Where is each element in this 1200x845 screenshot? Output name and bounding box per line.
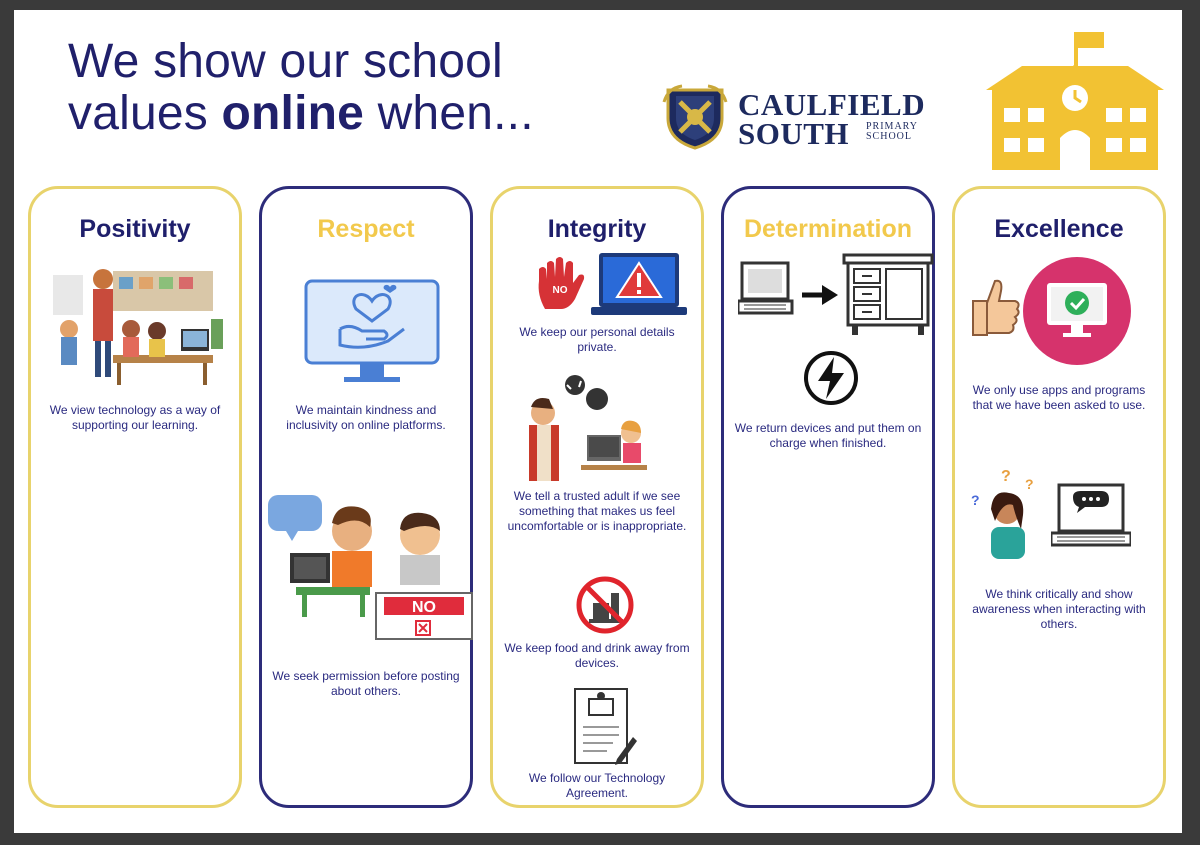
trusted-adult-illustration-icon <box>523 375 653 483</box>
card-heading: Excellence <box>994 215 1124 243</box>
value-statement: We maintain kindness and inclusivity on online platforms. <box>286 403 446 432</box>
value-card-determination <box>721 186 935 808</box>
value-statement: We keep our personal details private. <box>519 325 675 354</box>
children-permission-illustration-icon <box>266 493 474 643</box>
value-statement: We return devices and put them on charge when finished. <box>734 421 922 450</box>
svg-text:?: ? <box>971 492 980 508</box>
value-statement: We view technology as a way of supporting our learning. <box>49 403 221 432</box>
school-logo <box>660 82 960 172</box>
svg-text:?: ? <box>1001 468 1011 485</box>
value-statement: We keep food and drink away from devices. <box>504 641 690 670</box>
laptop-warning-icon <box>591 251 687 319</box>
stop-hand-label: NO <box>552 285 568 296</box>
card-heading: Integrity <box>547 215 647 243</box>
stop-hand-icon <box>533 255 593 311</box>
value-statement: We seek permission before posting about others. <box>272 669 460 698</box>
poster <box>14 10 1182 833</box>
monitor-heart-hand-icon <box>304 279 440 389</box>
school-subtitle-line-1: PRIMARY <box>866 121 919 132</box>
value-card-positivity <box>28 186 242 808</box>
title-line-1: We show our school <box>68 35 503 88</box>
card-heading: Positivity <box>79 215 191 243</box>
laptop-icon <box>738 259 794 319</box>
thumbs-up-icon <box>971 277 1021 339</box>
school-name-line-1: CAULFIELD <box>738 87 926 122</box>
school-crest-icon <box>660 82 730 152</box>
value-card-integrity <box>490 186 704 808</box>
no-sign-label: NO <box>412 599 436 616</box>
value-statement: We only use apps and programs that we have been asked to use. <box>972 383 1146 412</box>
poster-title <box>68 36 534 140</box>
school-subtitle-line-2: SCHOOL <box>866 131 913 142</box>
arrow-right-icon <box>800 283 840 307</box>
title-text: values <box>68 87 222 140</box>
value-statement: We follow our Technology Agreement. <box>528 771 666 800</box>
lightning-charge-icon <box>802 349 860 407</box>
classroom-illustration-icon <box>53 269 225 389</box>
title-emphasis: online <box>221 87 365 140</box>
school-name-line-2: SOUTH <box>738 116 850 151</box>
school-building-icon <box>982 26 1168 176</box>
svg-text:?: ? <box>1025 476 1034 492</box>
school-subtitle <box>866 122 918 142</box>
title-text-end: when... <box>364 87 534 140</box>
no-food-drink-icon <box>575 575 635 635</box>
approved-app-monitor-icon <box>1021 255 1133 367</box>
title-line-2 <box>68 88 534 140</box>
value-card-excellence <box>952 186 1166 808</box>
value-statement: We tell a trusted adult if we see something that makes us feel uncomfortable or is inappropriate. <box>507 489 687 533</box>
value-card-respect <box>259 186 473 808</box>
card-heading: Respect <box>317 215 415 243</box>
technology-agreement-icon <box>573 687 637 767</box>
thinking-girl-icon <box>967 465 1047 561</box>
charging-cabinet-icon <box>842 253 934 337</box>
value-statement: We think critically and show awareness when interacting with others. <box>972 587 1146 631</box>
laptop-chat-icon <box>1051 481 1131 551</box>
card-heading: Determination <box>743 215 913 243</box>
